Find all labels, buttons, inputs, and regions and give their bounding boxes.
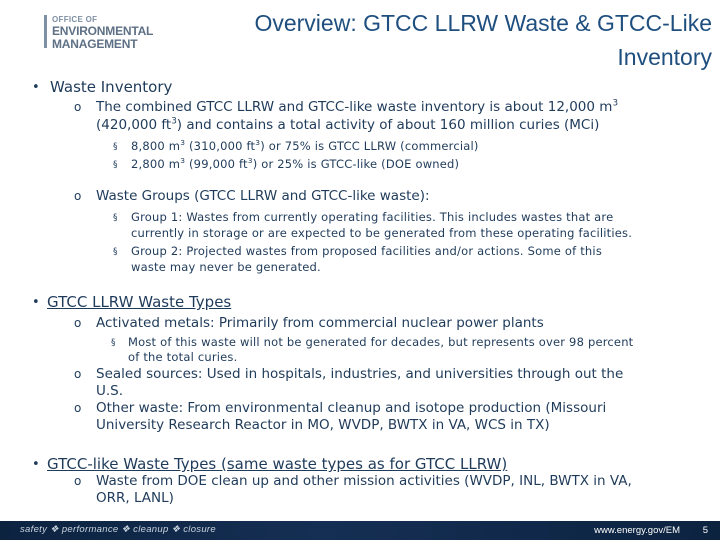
footer-slogan: safety ❖ performance ❖ cleanup ❖ closure bbox=[20, 524, 216, 535]
combined-inventory-line-2: (420,000 $ft^3$) and contains a total activity of about 160 million curies (MCi) bbox=[96, 116, 600, 133]
page-number: 5 bbox=[702, 525, 708, 536]
bullet-l2: o bbox=[74, 474, 82, 488]
group-2-line-2: waste may never be generated. bbox=[131, 260, 321, 274]
waste-inventory-heading: Waste Inventory bbox=[50, 78, 173, 96]
group-2-line-1: Group 2: Projected wastes from proposed facilities and/or actions. Some of this bbox=[131, 244, 603, 258]
bullet-l1: • bbox=[32, 295, 40, 310]
bullet-l2: o bbox=[74, 189, 82, 203]
bullet-l2: o bbox=[74, 316, 82, 330]
activated-metals: Activated metals: Primarily from commercial nuclear power plants bbox=[96, 315, 544, 331]
slide-title bbox=[192, 6, 712, 74]
title-line-1: Overview: GTCC LLRW Waste & GTCC-Like bbox=[254, 10, 712, 36]
bullet-l2: o bbox=[74, 367, 82, 381]
activated-metals-detail-line-2: of the total curies. bbox=[128, 350, 238, 364]
gtcc-like-types-heading: GTCC-like Waste Types (same waste types as for GTCC LLRW) bbox=[47, 455, 508, 473]
bullet-l1: • bbox=[32, 80, 40, 95]
logo-line-3: MANAGEMENT bbox=[52, 37, 138, 51]
sealed-sources-line-1: Sealed sources: Used in hospitals, industries, and universities through out the bbox=[96, 366, 624, 382]
doe-waste-line-1: Waste from DOE clean up and other mission activities (WVDP, INL, BWTX in VA, bbox=[96, 473, 632, 489]
title-line-2: Inventory bbox=[617, 44, 712, 70]
bullet-l3: § bbox=[113, 247, 118, 257]
bullet-l1: • bbox=[32, 457, 40, 472]
office-logo bbox=[44, 15, 154, 53]
bullet-l3: § bbox=[111, 338, 116, 348]
other-waste-line-2: University Research Reactor in MO, WVDP, BWTX in VA, WCS in TX) bbox=[96, 417, 550, 433]
group-1-line-2: currently in storage or are expected to be generated from these operating facilities. bbox=[131, 226, 633, 240]
combined-inventory-line-1: The combined GTCC LLRW and GTCC-like waste inventory is about 12,000 $m^3$ bbox=[96, 98, 619, 115]
bullet-l3: § bbox=[113, 213, 118, 223]
logo-line-2: ENVIRONMENTAL bbox=[52, 24, 154, 38]
footer-url[interactable]: www.energy.gov/EM bbox=[594, 525, 680, 536]
gtcc-like-volume: 2,800 $m^3$ (99,000 $ft^3$) or 25% is GTCC-like (DOE owned) bbox=[131, 156, 460, 171]
bullet-l3: § bbox=[113, 142, 118, 152]
group-1-line-1: Group 1: Wastes from currently operating facilities. This includes wastes that are bbox=[131, 210, 614, 224]
logo-bar bbox=[44, 15, 47, 48]
gtcc-types-heading: GTCC LLRW Waste Types bbox=[47, 293, 232, 311]
bullet-l3: § bbox=[113, 160, 118, 170]
other-waste-line-1: Other waste: From environmental cleanup and isotope production (Missouri bbox=[96, 400, 607, 416]
bullet-l2: o bbox=[74, 100, 82, 114]
doe-waste-line-2: ORR, LANL) bbox=[96, 490, 174, 506]
sealed-sources-line-2: U.S. bbox=[96, 383, 124, 399]
gtcc-llrw-volume: 8,800 $m^3$ (310,000 $ft^3$) or 75% is GTCC LLRW (commercial) bbox=[131, 138, 479, 153]
waste-groups-heading: Waste Groups (GTCC LLRW and GTCC-like waste): bbox=[96, 188, 430, 204]
footer-bar bbox=[0, 521, 720, 540]
logo-line-1: OFFICE OF bbox=[52, 15, 98, 24]
bullet-l2: o bbox=[74, 401, 82, 415]
activated-metals-detail-line-1: Most of this waste will not be generated for decades, but represents over 98 percent bbox=[128, 335, 634, 349]
